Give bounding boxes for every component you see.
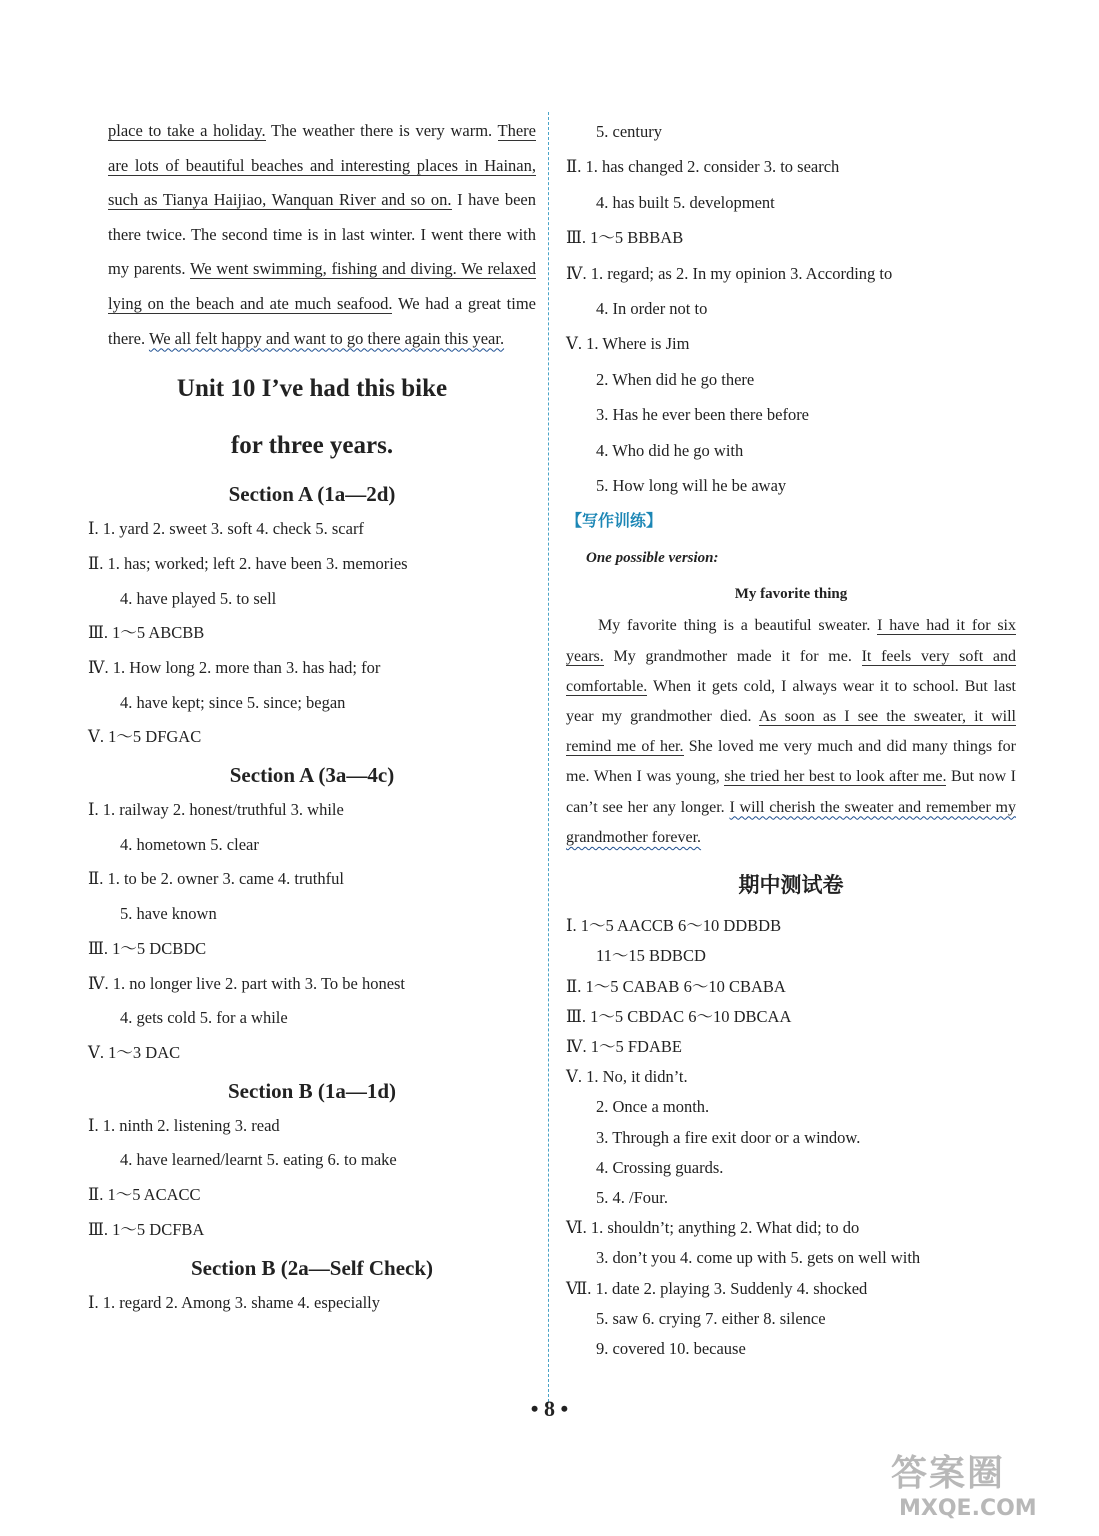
answer-line: 5. have known [120, 904, 217, 924]
underlined-phrase: I will cherish the sweater and remember my grandmother forever. [566, 798, 1017, 846]
answer-line: Ⅴ. 1. Where is Jim [566, 334, 690, 354]
underlined-phrase: place to take a holiday. [108, 121, 266, 140]
midterm-title: 期中测试卷 [738, 872, 844, 898]
answer-line: Ⅲ. 1～5 BBBAB [566, 228, 684, 248]
answer-line: 4. gets cold 5. for a while [120, 1008, 288, 1028]
answer-line: 4. Crossing guards. [596, 1157, 724, 1177]
underlined-phrase: We all felt happy and want to go there again this year. [148, 328, 505, 348]
answer-line: 4. In order not to [596, 299, 708, 319]
unit-title-line-1: Unit 10 I’ve had this bike [176, 375, 448, 403]
answer-line: Ⅴ. 1～5 DFGAC [88, 727, 202, 747]
answer-line: Ⅲ. 1～5 DCFBA [88, 1219, 205, 1239]
answer-line: Ⅱ. 1. to be 2. owner 3. came 4. truthful [88, 869, 344, 889]
essay-continuation [108, 114, 536, 356]
answer-line: Ⅳ. 1～5 FDABE [566, 1036, 682, 1056]
essay-title: My favorite thing [734, 586, 848, 603]
text-run: My favorite thing is a beautiful sweater. [598, 617, 878, 635]
answer-line: 3. Has he ever been there before [596, 405, 810, 425]
answer-line: 5. century [596, 122, 662, 141]
watermark-logo [891, 1452, 1081, 1528]
section-title: Section B (2a—Self Check) [190, 1255, 434, 1280]
version-label: One possible version: [586, 550, 719, 567]
text-run: We had a great time there. [108, 293, 536, 348]
section-title: Section A (3a—4c) [229, 763, 395, 788]
text-run: But now I can’t see her any longer. [566, 768, 1016, 816]
answer-line: 2. When did he go there [596, 369, 755, 389]
column-divider [548, 112, 549, 1402]
unit-title-line-2: for three years. [230, 432, 394, 460]
section-title: Section B (1a—1d) [228, 1078, 396, 1103]
answer-line: Ⅱ. 1. has; worked; left 2. have been 3. memories [88, 553, 408, 573]
answer-line: Ⅴ. 1～3 DAC [88, 1043, 181, 1062]
answer-line: Ⅳ. 1. no longer live 2. part with 3. To be honest [88, 973, 406, 993]
answer-line: 3. Through a fire exit door or a window. [596, 1127, 861, 1147]
answer-line: Ⅰ. 1. regard 2. Among 3. shame 4. especially [88, 1292, 380, 1312]
underlined-phrase: It feels very soft and comfortable. [566, 647, 1016, 695]
right-column [566, 114, 1016, 1364]
section-title: Section A (1a—2d) [228, 482, 396, 507]
answer-line: 2. Once a month. [596, 1097, 710, 1117]
text-run: She loved me very much and did many things for me. When I was young, [566, 738, 1017, 786]
watermark-chinese: 答案圈 [891, 1453, 1006, 1494]
page-number: • 8 • [530, 1396, 569, 1421]
answer-line: Ⅰ. 1～5 AACCB 6～10 DDBDB [566, 916, 782, 936]
left-column [88, 114, 536, 1320]
answer-line: Ⅲ. 1～5 DCBDC [88, 938, 207, 958]
text-run: I have been there twice. The second time is in last winter. I went there with my parents. [108, 190, 536, 279]
answer-sections [88, 476, 536, 1320]
answer-line: 5. 4. /Four. [596, 1187, 668, 1207]
answer-line: Ⅲ. 1～5 ABCBB [88, 623, 205, 643]
watermark-domain: MXQE.COM [899, 1496, 1037, 1521]
answer-line: Ⅳ. 1. regard; as 2. In my opinion 3. According to [566, 263, 893, 283]
text-run: The weather there is very warm. [265, 121, 498, 140]
answer-line: 4. hometown 5. clear [120, 834, 259, 854]
underlined-phrase: There are lots of beautiful beaches and interesting places in Hainan, such as Tianya Haijiao, Wanquan River and so on. [108, 121, 537, 210]
answer-line: 4. has built 5. development [596, 192, 775, 212]
answer-block-continued [566, 114, 1016, 503]
writing-training-label: 【写作训练】 [566, 511, 663, 531]
answer-line: Ⅰ. 1. yard 2. sweet 3. soft 4. check 5. scarf [88, 519, 364, 539]
underlined-phrase: she tried her best to look after me. [724, 768, 947, 786]
underlined-phrase: We went swimming, fishing and diving. We relaxed lying on the beach and ate much seafood. [108, 259, 536, 313]
answer-line: Ⅱ. 1. has changed 2. consider 3. to search [566, 157, 840, 177]
answer-line: Ⅰ. 1. ninth 2. listening 3. read [88, 1115, 280, 1135]
answer-line: Ⅱ. 1～5 ACACC [88, 1185, 201, 1205]
answer-line: Ⅲ. 1～5 CBDAC 6～10 DBCAA [566, 1006, 792, 1026]
midterm-answers [566, 911, 1016, 1364]
answer-line: 9. covered 10. because [596, 1338, 746, 1358]
answer-line: 5. saw 6. crying 7. either 8. silence [596, 1308, 826, 1328]
answer-line: 4. have kept; since 5. since; began [120, 692, 346, 712]
answer-line: Ⅴ. 1. No, it didn’t. [566, 1067, 688, 1087]
answer-line: Ⅶ. 1. date 2. playing 3. Suddenly 4. shocked [566, 1278, 868, 1298]
answer-line: 4. have played 5. to sell [120, 588, 277, 608]
text-run: When it gets cold, I always wear it to school. But last year my grandmother died. [566, 677, 1016, 726]
answer-line: Ⅱ. 1～5 CABAB 6～10 CBABA [566, 976, 786, 996]
text-run: My grandmother made it for me. [603, 647, 862, 665]
answer-line: 4. have learned/learnt 5. eating 6. to make [120, 1150, 397, 1170]
answer-line: 11～15 BDBCD [596, 946, 706, 966]
answer-line: Ⅳ. 1. How long 2. more than 3. has had; for [88, 657, 381, 677]
answer-line: 3. don’t you 4. come up with 5. gets on well with [596, 1248, 921, 1268]
underlined-phrase: As soon as I see the sweater, it will remind me of her. [566, 708, 1017, 756]
answer-line: Ⅰ. 1. railway 2. honest/truthful 3. while [88, 800, 344, 820]
underlined-phrase: I have had it for six years. [566, 617, 1016, 665]
answer-line: 4. Who did he go with [596, 440, 744, 460]
answer-line: 5. How long will he be away [596, 476, 787, 496]
answer-line: Ⅵ. 1. shouldn’t; anything 2. What did; to do [566, 1218, 860, 1238]
model-essay [566, 611, 1016, 853]
